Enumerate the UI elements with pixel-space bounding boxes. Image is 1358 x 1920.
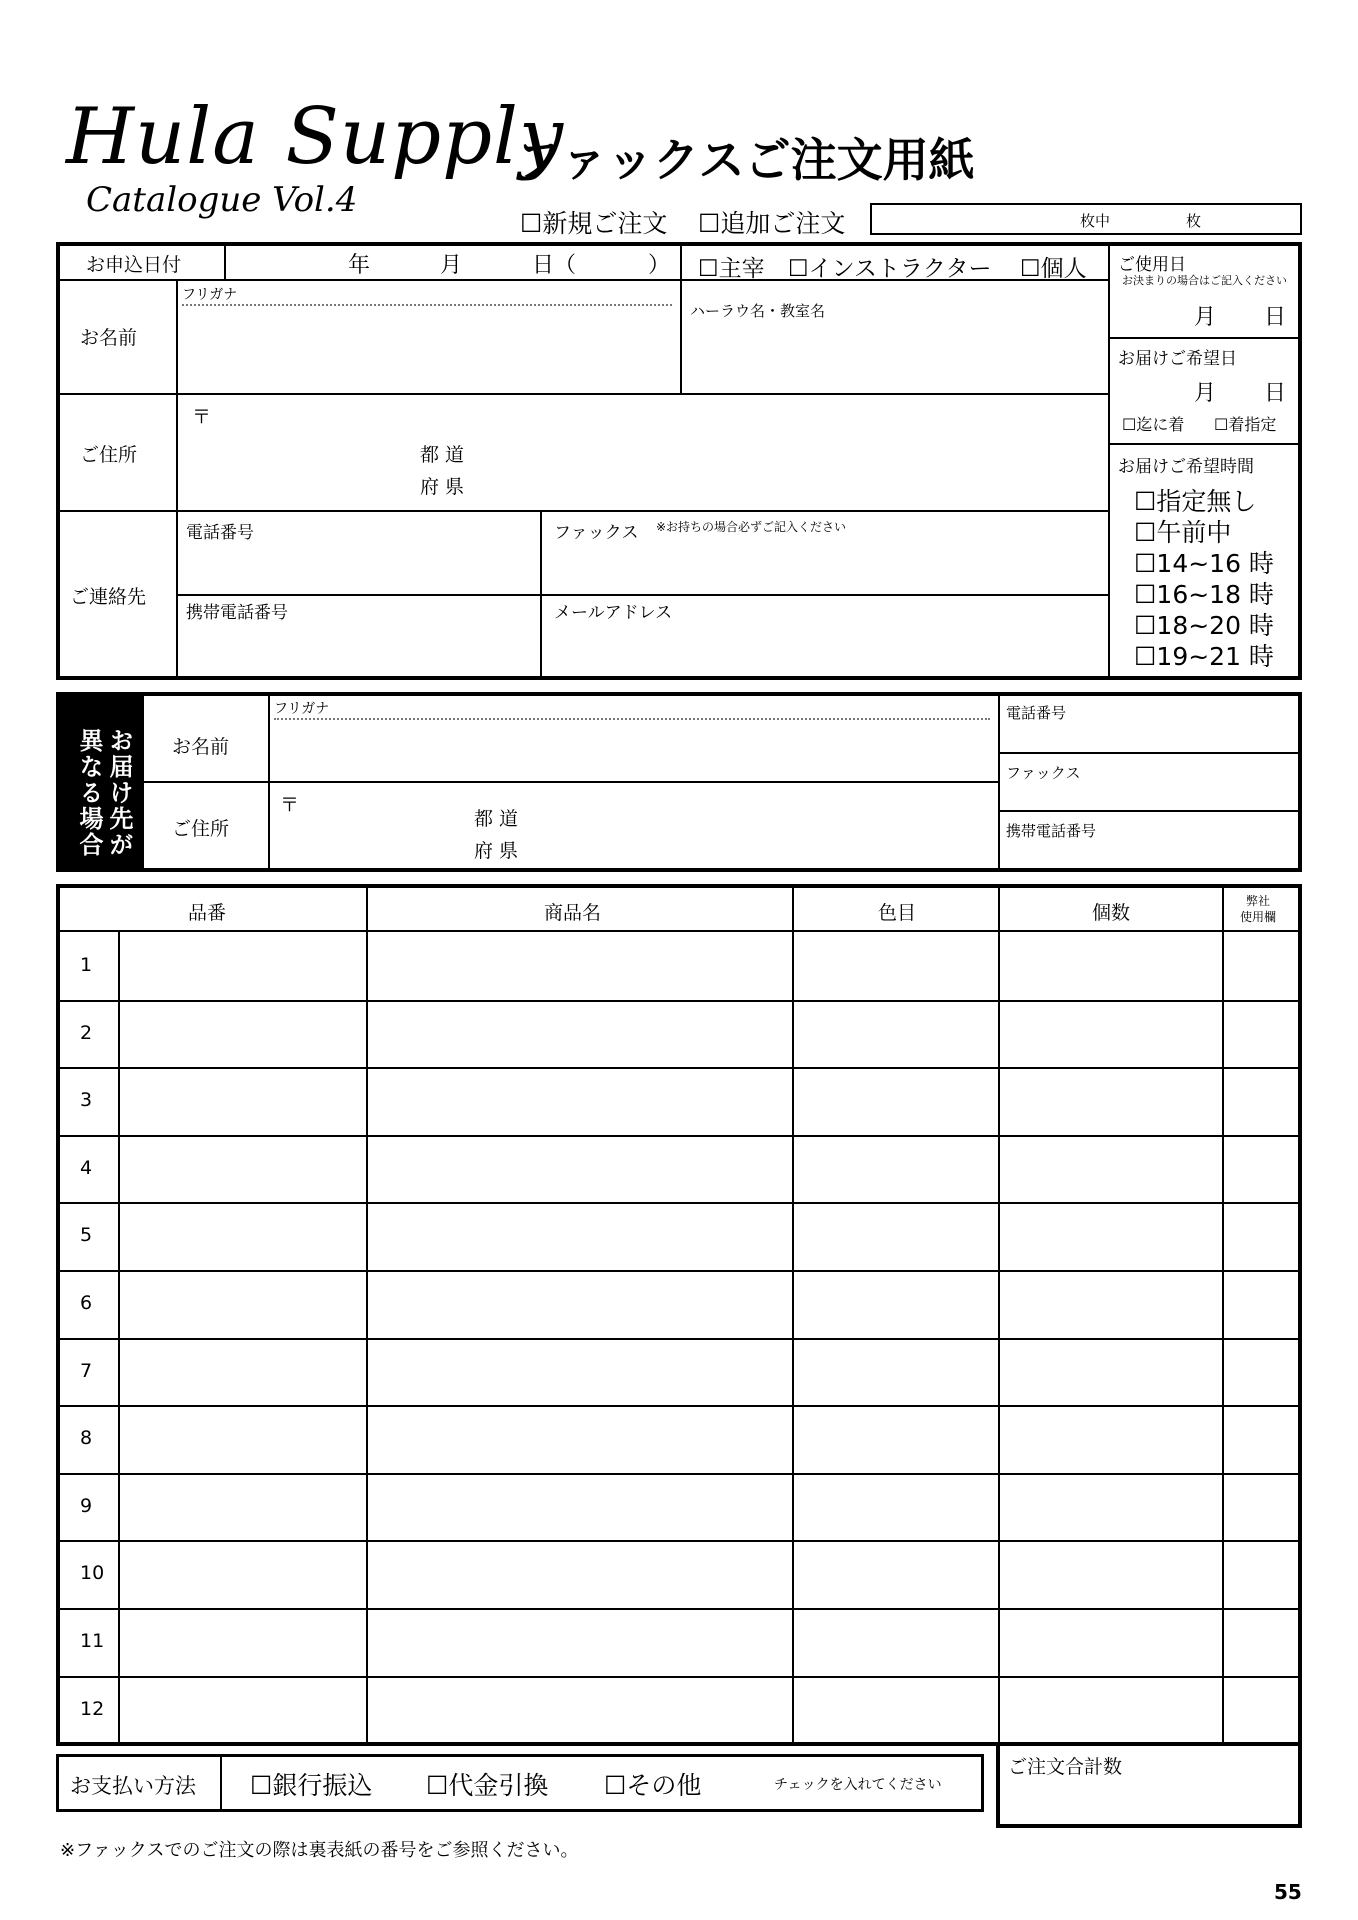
item-internal-cell <box>1224 1475 1300 1539</box>
item-code-cell[interactable] <box>120 934 366 998</box>
name-field[interactable] <box>178 306 678 392</box>
item-qty-cell[interactable] <box>1000 1204 1222 1268</box>
item-row-number: 11 <box>80 1630 105 1652</box>
payment-cod-checkbox[interactable]: ☐代金引換 <box>426 1771 549 1800</box>
ship-mobile-label: 携帯電話番号 <box>1006 822 1097 840</box>
item-name-cell[interactable] <box>368 1407 792 1471</box>
item-code-cell[interactable] <box>120 1475 366 1539</box>
item-color-cell[interactable] <box>794 1475 998 1539</box>
shipping-side-label: お届け先が <box>105 728 133 858</box>
item-name-cell[interactable] <box>368 1002 792 1066</box>
address-field[interactable] <box>178 396 1106 508</box>
payment-note: チェックを入れてください <box>774 1777 942 1793</box>
shipping-side-label: 異なる場合 <box>75 728 103 858</box>
item-code-cell[interactable] <box>120 1002 366 1066</box>
date-day: 日（ <box>532 253 577 278</box>
exact-date-checkbox[interactable]: ☐着指定 <box>1214 415 1277 434</box>
item-internal-cell <box>1224 1610 1300 1674</box>
payment-bank-checkbox[interactable]: ☐銀行振込 <box>250 1771 373 1800</box>
item-qty-cell[interactable] <box>1000 934 1222 998</box>
item-internal-cell <box>1224 1137 1300 1201</box>
col-header-name: 商品名 <box>544 902 602 924</box>
ship-phone-label: 電話番号 <box>1006 704 1067 722</box>
delivery-date-month: 月 <box>1194 381 1217 406</box>
item-row-number: 12 <box>80 1698 105 1720</box>
email-field[interactable] <box>542 620 1106 676</box>
item-row-number: 7 <box>80 1360 93 1382</box>
ship-address-label: ご住所 <box>172 818 230 840</box>
item-row-number: 10 <box>80 1562 105 1584</box>
item-internal-cell <box>1224 1678 1300 1742</box>
item-row-number: 4 <box>80 1157 93 1179</box>
role-individual-checkbox[interactable]: ☐個人 <box>1020 256 1087 282</box>
item-name-cell[interactable] <box>368 1610 792 1674</box>
item-color-cell[interactable] <box>794 1272 998 1336</box>
item-color-cell[interactable] <box>794 1340 998 1404</box>
item-qty-cell[interactable] <box>1000 1610 1222 1674</box>
page-title: ファックスご注文用紙 <box>516 133 975 187</box>
furigana-label: フリガナ <box>182 287 238 303</box>
item-row-number: 9 <box>80 1495 93 1517</box>
item-code-cell[interactable] <box>120 1678 366 1742</box>
delivery-date-day: 日 <box>1264 381 1287 406</box>
time-option[interactable]: ☐午前中 <box>1134 518 1232 547</box>
contact-label: ご連絡先 <box>70 586 147 608</box>
date-close: ） <box>648 253 671 278</box>
address-fuken: 府 県 <box>420 476 465 498</box>
fax-field[interactable] <box>542 540 1106 592</box>
postal-mark: 〒 <box>192 406 212 428</box>
logo-sub: Catalogue Vol.4 <box>86 180 358 220</box>
item-qty-cell[interactable] <box>1000 1475 1222 1539</box>
item-qty-cell[interactable] <box>1000 1678 1222 1742</box>
page-number: 55 <box>1274 1880 1302 1904</box>
item-internal-cell <box>1224 1204 1300 1268</box>
item-name-cell[interactable] <box>368 1340 792 1404</box>
item-qty-cell[interactable] <box>1000 1340 1222 1404</box>
item-qty-cell[interactable] <box>1000 1407 1222 1471</box>
col-header-code: 品番 <box>188 902 227 924</box>
item-row-number: 3 <box>80 1089 93 1111</box>
item-row-number: 8 <box>80 1427 93 1449</box>
item-code-cell[interactable] <box>120 1272 366 1336</box>
role-instructor-checkbox[interactable]: ☐インストラクター <box>788 256 992 282</box>
item-code-cell[interactable] <box>120 1407 366 1471</box>
sheet-unit-label: 枚 <box>1186 212 1202 230</box>
ship-mobile-field[interactable] <box>1000 840 1298 868</box>
payment-label: お支払い方法 <box>70 1774 196 1798</box>
item-code-cell[interactable] <box>120 1069 366 1133</box>
address-todo: 都 道 <box>420 444 465 466</box>
delivery-date-label: お届けご希望日 <box>1118 349 1237 369</box>
halau-label: ハーラウ名・教室名 <box>690 302 826 320</box>
item-code-cell[interactable] <box>120 1204 366 1268</box>
ship-address-todo: 都 道 <box>474 808 519 830</box>
item-color-cell[interactable] <box>794 1204 998 1268</box>
time-option[interactable]: ☐16~18 時 <box>1134 580 1274 609</box>
mobile-label: 携帯電話番号 <box>186 603 288 623</box>
item-internal-cell <box>1224 1069 1300 1133</box>
item-name-cell[interactable] <box>368 1475 792 1539</box>
date-field[interactable] <box>226 244 680 279</box>
ship-postal-mark: 〒 <box>280 794 300 816</box>
fax-note: ※お持ちの場合必ずご記入ください <box>656 520 847 534</box>
col-header-internal: 弊社 <box>1246 894 1271 908</box>
role-host-checkbox[interactable]: ☐主宰 <box>698 256 765 282</box>
ship-fax-field[interactable] <box>1000 782 1298 808</box>
by-date-checkbox[interactable]: ☐迄に着 <box>1122 415 1185 434</box>
item-row-number: 6 <box>80 1292 93 1314</box>
item-qty-cell[interactable] <box>1000 1069 1222 1133</box>
item-internal-cell <box>1224 934 1300 998</box>
new-order-checkbox[interactable]: ☐新規ご注文 <box>520 209 668 238</box>
item-color-cell[interactable] <box>794 1137 998 1201</box>
date-year: 年 <box>348 253 371 278</box>
item-qty-cell[interactable] <box>1000 1137 1222 1201</box>
ship-address-fuken: 府 県 <box>474 840 519 862</box>
use-date-field[interactable] <box>1110 290 1298 336</box>
item-name-cell[interactable] <box>368 1272 792 1336</box>
item-row-number: 5 <box>80 1224 93 1246</box>
use-date-label: ご使用日 <box>1118 255 1186 275</box>
item-code-cell[interactable] <box>120 1137 366 1201</box>
item-code-cell[interactable] <box>120 1542 366 1606</box>
use-date-month: 月 <box>1194 305 1217 330</box>
col-header-color: 色目 <box>878 902 917 924</box>
item-internal-cell <box>1224 1002 1300 1066</box>
order-total-label: ご注文合計数 <box>1008 1756 1123 1778</box>
item-name-cell[interactable] <box>368 1069 792 1133</box>
payment-other-checkbox[interactable]: ☐その他 <box>604 1771 702 1800</box>
item-name-cell[interactable] <box>368 1542 792 1606</box>
apply-date-label: お申込日付 <box>86 254 182 276</box>
item-code-cell[interactable] <box>120 1610 366 1674</box>
item-color-cell[interactable] <box>794 934 998 998</box>
fax-label: ファックス <box>554 523 639 543</box>
item-color-cell[interactable] <box>794 1002 998 1066</box>
date-month: 月 <box>440 253 463 278</box>
col-header-qty: 個数 <box>1092 902 1131 924</box>
item-internal-cell <box>1224 1542 1300 1606</box>
item-qty-cell[interactable] <box>1000 1272 1222 1336</box>
logo-main: Hula Supply <box>66 92 565 182</box>
email-label: メールアドレス <box>554 603 673 623</box>
item-internal-cell <box>1224 1272 1300 1336</box>
halau-field[interactable] <box>682 320 1106 392</box>
use-date-note: お決まりの場合はご記入ください <box>1122 274 1287 287</box>
item-color-cell[interactable] <box>794 1542 998 1606</box>
time-option[interactable]: ☐18~20 時 <box>1134 611 1274 640</box>
item-row-number: 1 <box>80 954 93 976</box>
ship-fax-label: ファックス <box>1006 764 1081 782</box>
time-option[interactable]: ☐19~21 時 <box>1134 642 1274 671</box>
item-internal-cell <box>1224 1407 1300 1471</box>
name-label: お名前 <box>80 327 138 349</box>
item-name-cell[interactable] <box>368 1204 792 1268</box>
phone-field[interactable] <box>178 540 538 592</box>
item-qty-cell[interactable] <box>1000 1542 1222 1606</box>
item-color-cell[interactable] <box>794 1407 998 1471</box>
item-row-number: 2 <box>80 1022 93 1044</box>
item-name-cell[interactable] <box>368 1678 792 1742</box>
item-color-cell[interactable] <box>794 1069 998 1133</box>
ship-name-field[interactable] <box>270 720 996 780</box>
footer-note: ※ファックスでのご注文の際は裏表紙の番号をご参照ください。 <box>60 1840 579 1861</box>
address-label: ご住所 <box>80 444 138 466</box>
delivery-time-label: お届けご希望時間 <box>1118 457 1254 477</box>
sheet-mid-label: 枚中 <box>1080 212 1111 230</box>
item-internal-cell <box>1224 1340 1300 1404</box>
time-option[interactable]: ☐14~16 時 <box>1134 549 1274 578</box>
item-qty-cell[interactable] <box>1000 1002 1222 1066</box>
add-order-checkbox[interactable]: ☐追加ご注文 <box>698 209 846 238</box>
ship-furigana-label: フリガナ <box>274 701 330 717</box>
item-name-cell[interactable] <box>368 934 792 998</box>
item-code-cell[interactable] <box>120 1340 366 1404</box>
col-header-internal: 使用欄 <box>1240 910 1277 924</box>
ship-phone-field[interactable] <box>1000 722 1298 750</box>
item-color-cell[interactable] <box>794 1610 998 1674</box>
ship-name-label: お名前 <box>172 736 230 758</box>
item-color-cell[interactable] <box>794 1678 998 1742</box>
time-option[interactable]: ☐指定無し <box>1134 487 1257 516</box>
ship-address-field[interactable] <box>270 784 996 868</box>
mobile-field[interactable] <box>178 620 538 676</box>
phone-label: 電話番号 <box>186 523 254 543</box>
use-date-day: 日 <box>1264 305 1287 330</box>
item-name-cell[interactable] <box>368 1137 792 1201</box>
